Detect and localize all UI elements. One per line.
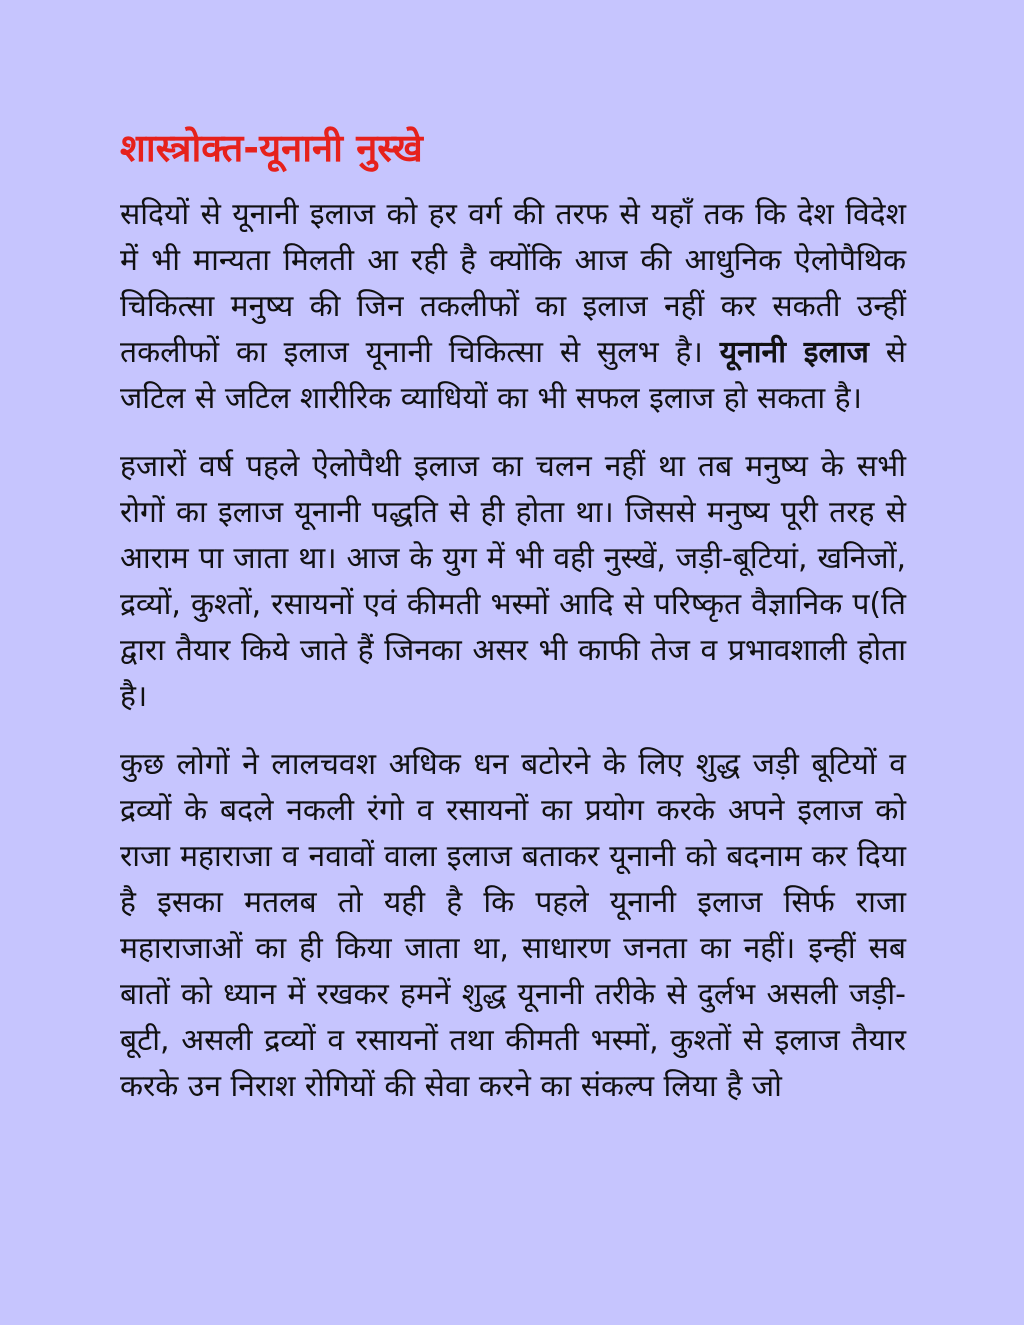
paragraph-1-text-start: सदियों से यूनानी इलाज को हर वर्ग की तरफ से यहाँ तक कि देश विदेश में भी मान्यता मिलती आ रही है क्योंकि आज की आधुनिक ऐलोपैथिक चिकित्सा मनुष्य की जिन तकलीफों का इलाज नहीं कर सकती उन्हीं तकलीफों का इलाज यूनानी चिकित्सा से सुलभ है। <box>120 197 906 370</box>
page-title: शास्त्रोक्त-यूनानी नुस्खे <box>120 126 423 170</box>
unani-treatment-emphasis: यूनानी इलाज <box>719 335 869 370</box>
paragraph-1-text-end: से जटिल से जटिल शारीरिक व्याधियों का भी सफल इलाज हो सकता है। <box>120 335 906 416</box>
paragraph-3: कुछ लोगों ने लालचवश अधिक धन बटोरने के लिए शुद्ध जड़ी बूटियों व द्रव्यों के बदले नकली रंगो व रसायनों का प्रयोग करके अपने इलाज को राजा महाराजा व नवावों वाला इलाज बताकर यूनानी को बदनाम कर दिया है इसका मतलब तो यही है कि पहले यूनानी इलाज सिर्फ राजा महाराजाओं का ही किया जाता था, साधारण जनता का नहीं। इन्हीं सब बातों को ध्यान में रखकर हमनें शुद्ध यूनानी तरीके से दुर्लभ असली जड़ी-बूटी, असली द्रव्यों व रसायनों तथा कीमती भस्मों, कुश्तों से इलाज तैयार करके उन निराश रोगियों की सेवा करने का संकल्प लिया है जो <box>120 747 906 1104</box>
paragraph-1 <box>120 192 906 422</box>
paragraph-2: हजारों वर्ष पहले ऐलोपैथी इलाज का चलन नहीं था तब मनुष्य के सभी रोगों का इलाज यूनानी पद्धति से ही होता था। जिससे मनुष्य पूरी तरह से आराम पा जाता था। आज के युग में भी वही नुस्खें, जड़ी-बूटियां, खनिजों, द्रव्यों, कुश्तों, रसायनों एवं कीमती भस्मों आदि से परिष्कृत वैज्ञानिक प(ति द्वारा तैयार किये जाते हैं जिनका असर भी काफी तेज व प्रभावशाली होता है। <box>120 449 906 714</box>
